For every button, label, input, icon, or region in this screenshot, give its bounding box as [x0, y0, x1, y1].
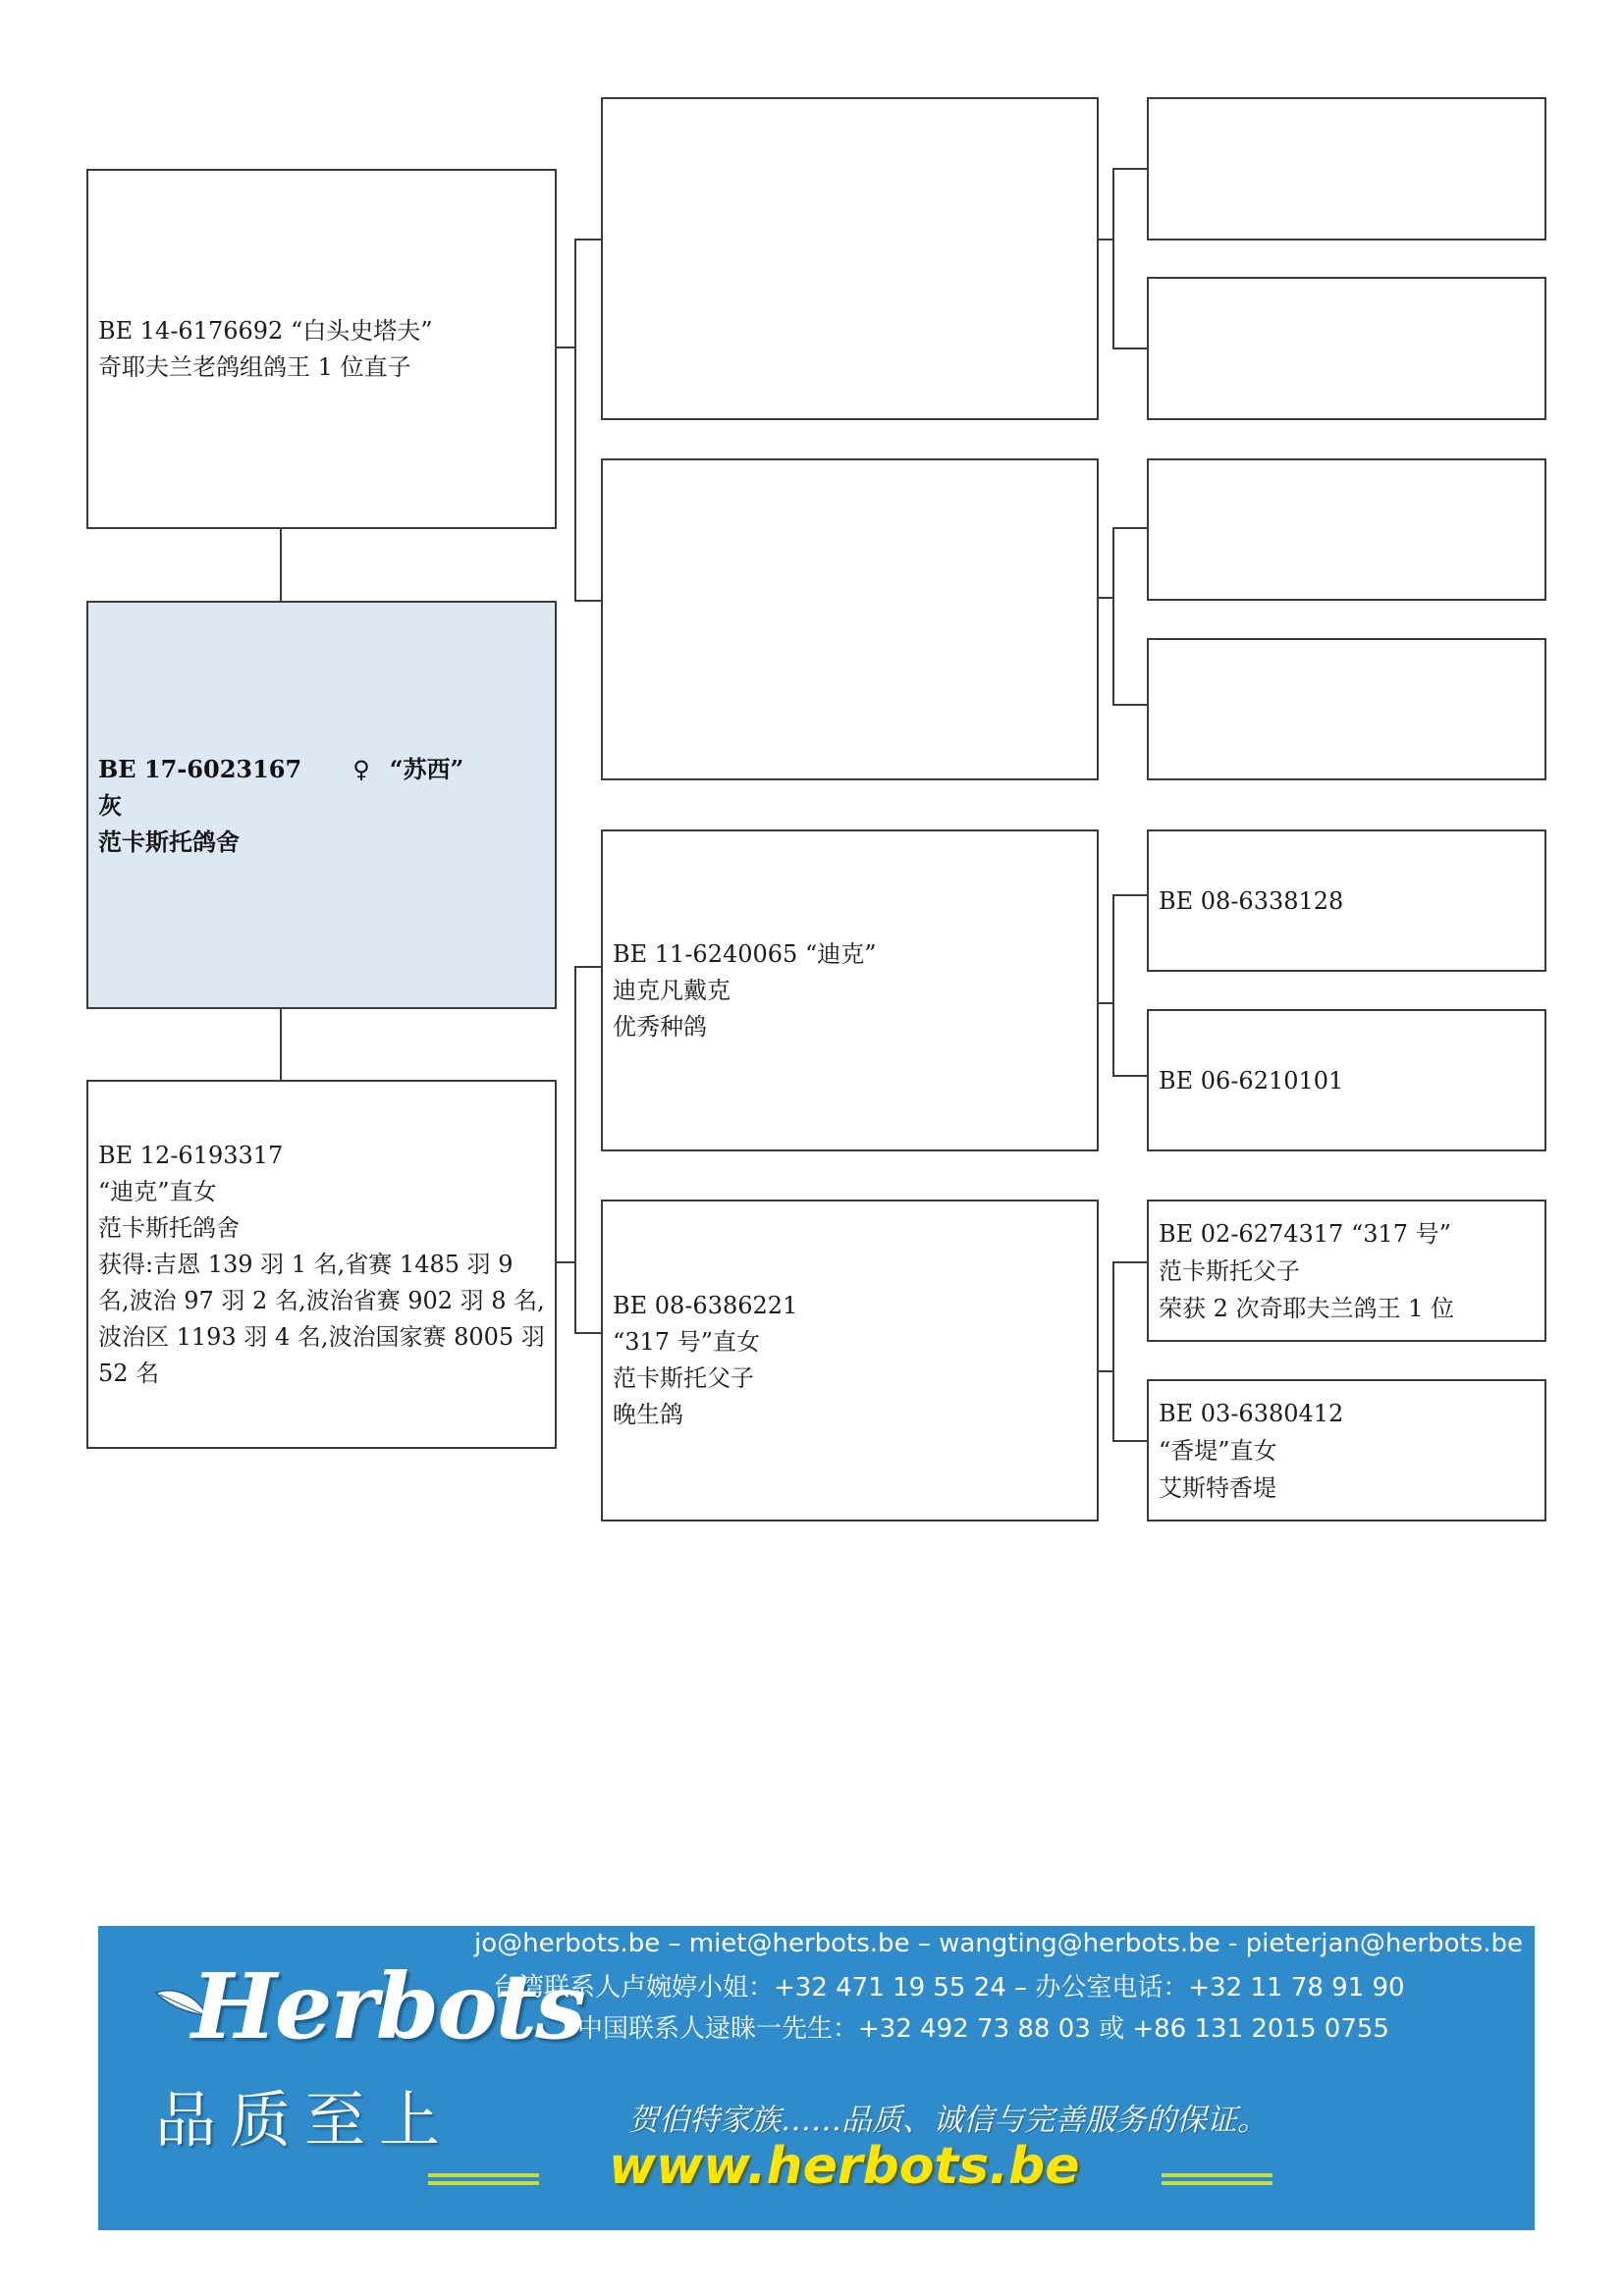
connector — [1112, 347, 1147, 349]
dam-results: 获得:吉恩 139 羽 1 名,省赛 1485 羽 9 名,波治 97 羽 2 名,波治省赛 902 羽 8 名,波治区 1193 羽 4 名,波治国家赛 8005 羽 52 名 — [98, 1250, 545, 1387]
footer-banner — [98, 1926, 1535, 2230]
dam-dam-note: 晚生鸽 — [613, 1401, 683, 1428]
connector — [1112, 168, 1114, 349]
logo-wordmark: Herbots — [191, 1953, 584, 2059]
connector — [574, 239, 576, 602]
connector — [574, 600, 601, 602]
connector — [1112, 1261, 1147, 1263]
sire-ring-name: BE 14-6176692 “白头史塔夫” — [98, 316, 433, 345]
subject-color: 灰 — [98, 790, 122, 820]
dam-sire-owner: 迪克凡戴克 — [613, 976, 731, 1004]
ds-sire-ring: BE 08-6338128 — [1159, 886, 1344, 915]
dd-dam-box — [1147, 1379, 1546, 1522]
dam-dam-box — [601, 1200, 1099, 1522]
subject-box — [86, 601, 557, 1009]
dd-sire-ring-name: BE 02-6274317 “317 号” — [1159, 1219, 1451, 1248]
dam-name: “迪克”直女 — [98, 1177, 217, 1205]
contact-emails[interactable]: jo@herbots.be – miet@herbots.be – wangting@herbots.be - pieterjan@herbots.be — [474, 1929, 1523, 1958]
connector — [1112, 168, 1147, 170]
connector — [1112, 527, 1147, 529]
dam-sire-title: 优秀种鸽 — [613, 1012, 707, 1041]
sd-dam-box — [1147, 638, 1546, 780]
connector — [1112, 1075, 1147, 1077]
dd-dam-name: “香堤”直女 — [1159, 1436, 1277, 1465]
dd-dam-ring: BE 03-6380412 — [1159, 1399, 1344, 1427]
dam-dam-owner: 范卡斯托父子 — [613, 1364, 754, 1392]
connector — [1112, 527, 1114, 706]
sire-dam-box — [601, 458, 1099, 780]
website-link[interactable]: www.herbots.be — [609, 2137, 1080, 2196]
connector — [1112, 1440, 1147, 1442]
taiwan-contact: 台湾联系人卢婉婷小姐：+32 471 19 55 24 – 办公室电话：+32 11 78 91 90 — [493, 1973, 1405, 2002]
connector — [574, 966, 601, 968]
dam-dam-ring: BE 08-6386221 — [613, 1292, 798, 1319]
subject-ring: BE 17-6023167 — [98, 754, 302, 783]
dam-ring: BE 12-6193317 — [98, 1141, 284, 1169]
connector — [557, 347, 576, 348]
connector — [1112, 704, 1147, 706]
connector — [574, 966, 576, 1334]
connector — [557, 1261, 576, 1263]
sire-box — [86, 169, 557, 529]
connector — [574, 1332, 601, 1334]
slogan: 品质至上 — [155, 2084, 455, 2156]
china-contact: 中国联系人逯睐一先生：+32 492 73 88 03 或 +86 131 2015 0755 — [577, 2014, 1389, 2044]
ds-sire-box — [1147, 829, 1546, 972]
dd-sire-title: 荣获 2 次奇耶夫兰鸽王 1 位 — [1159, 1294, 1455, 1322]
sire-sire-box — [601, 97, 1099, 420]
ss-dam-box — [1147, 277, 1546, 420]
herbots-logo — [152, 1953, 584, 2063]
connector — [1112, 1261, 1114, 1442]
dam-dam-name: “317 号”直女 — [613, 1328, 760, 1356]
connector — [574, 239, 601, 240]
dam-owner: 范卡斯托鸽舍 — [98, 1213, 240, 1242]
connector — [280, 1009, 282, 1080]
ss-sire-box — [1147, 97, 1546, 240]
subject-ring-line — [98, 751, 545, 787]
decorative-double-line-right — [1162, 2173, 1272, 2185]
dd-sire-owner: 范卡斯托父子 — [1159, 1256, 1300, 1285]
dd-sire-box — [1147, 1200, 1546, 1342]
dam-sire-ring-name: BE 11-6240065 “迪克” — [613, 939, 877, 968]
sire-title: 奇耶夫兰老鸽组鸽王 1 位直子 — [98, 352, 411, 381]
dam-sire-box — [601, 829, 1099, 1151]
ds-dam-ring: BE 06-6210101 — [1159, 1066, 1344, 1095]
dd-dam-owner: 艾斯特香堤 — [1159, 1473, 1276, 1502]
decorative-double-line-left — [428, 2173, 539, 2185]
ds-dam-box — [1147, 1009, 1546, 1151]
connector — [280, 529, 282, 601]
subject-name: “苏西” — [389, 754, 464, 783]
connector — [1112, 894, 1114, 1077]
subject-sex-icon: ♀ — [352, 754, 370, 783]
tagline: 贺伯特家族……品质、诚信与完善服务的保证。 — [628, 2103, 1268, 2138]
dam-box — [86, 1080, 557, 1449]
connector — [1112, 894, 1147, 896]
sd-sire-box — [1147, 458, 1546, 601]
subject-owner: 范卡斯托鸽舍 — [98, 827, 240, 856]
